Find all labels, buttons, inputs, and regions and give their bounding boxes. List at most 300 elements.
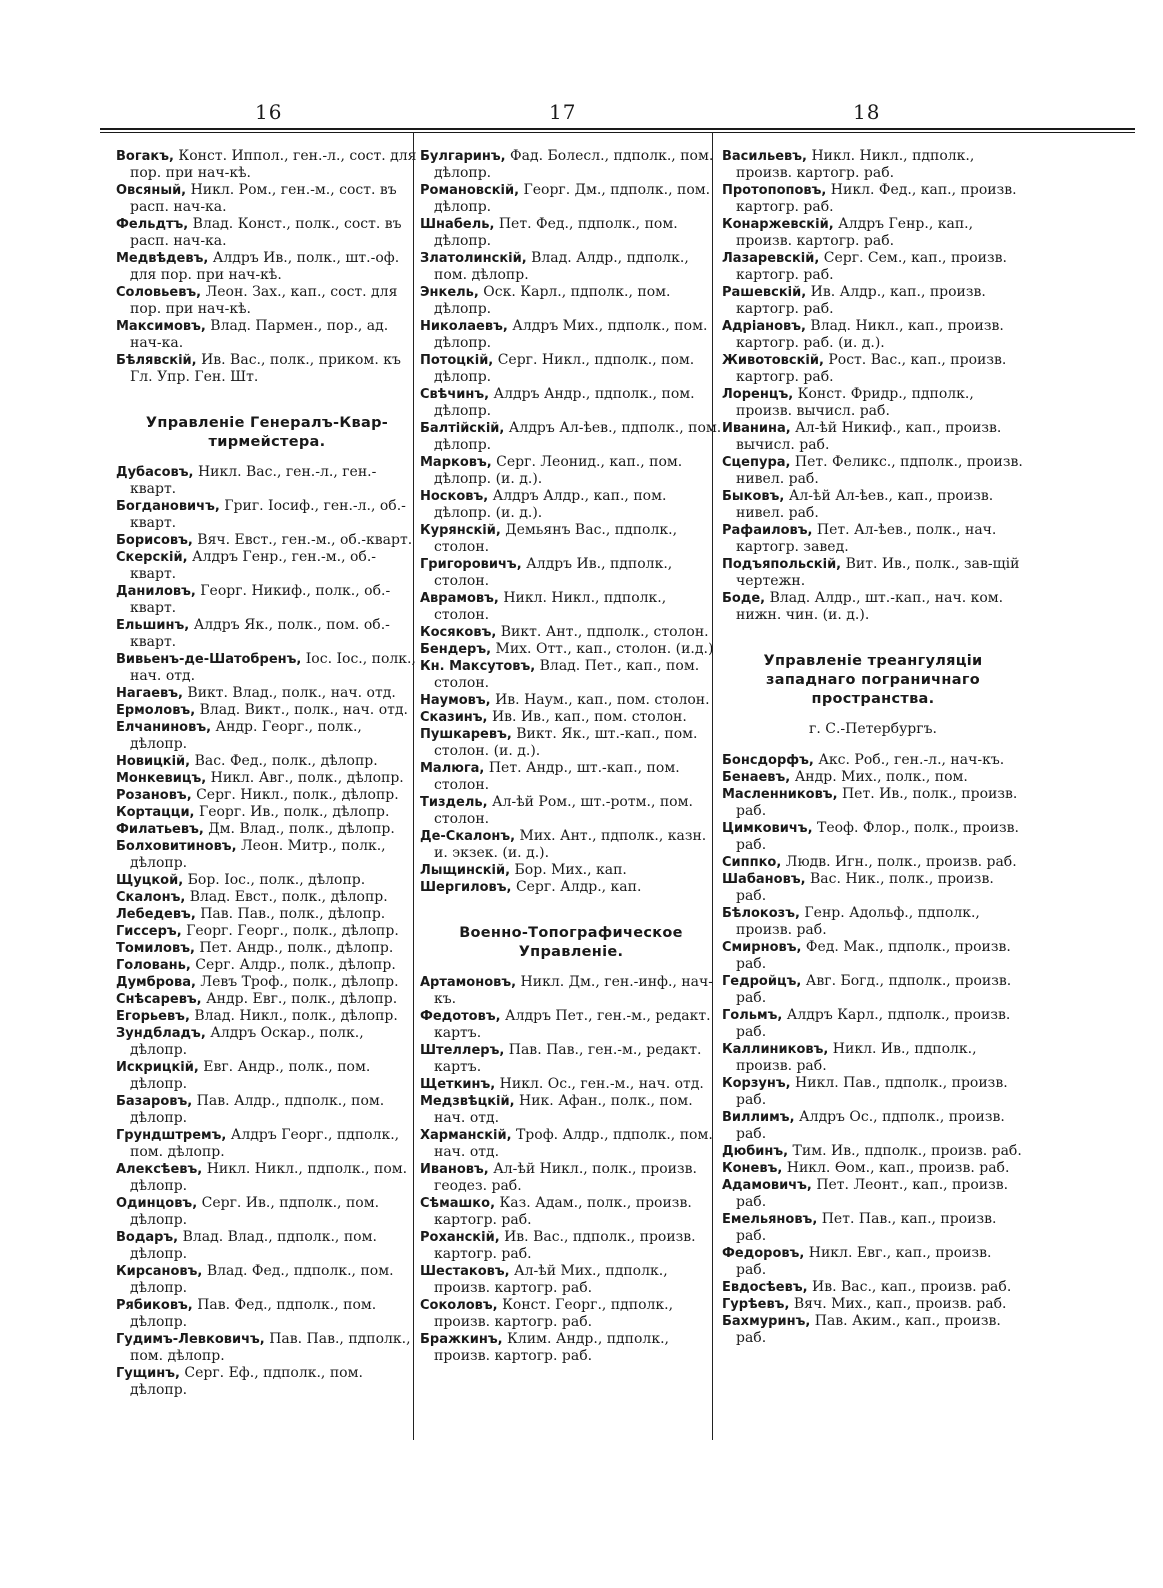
person-entry [722, 769, 1024, 786]
person-entry [420, 760, 722, 794]
entry-details: Серг. Ив., пдполк., пом. дѣлопр. [130, 1195, 380, 1228]
surname: Водаръ, [116, 1230, 179, 1245]
page-number-left: 16 [255, 100, 283, 124]
person-entry [116, 1297, 418, 1331]
surname: Марковъ, [420, 455, 492, 470]
entry-details: Влад. Влад., пдполк., пом. дѣлопр. [130, 1229, 377, 1262]
person-entry [420, 862, 722, 879]
surname: Дюбинъ, [722, 1144, 789, 1159]
surname: Медзвѣцкій, [420, 1094, 515, 1109]
surname: Свѣчинъ, [420, 387, 490, 402]
person-entry [116, 498, 418, 532]
entry-details: Генр. Адольф., пдполк., произв. раб. [736, 905, 980, 938]
entry-details: Алдръ Андр., пдполк., пом. дѣлопр. [434, 386, 695, 419]
section-heading: Управленіе Генералъ-Квар-тирмейстера. [145, 415, 389, 450]
entry-details: Никл. Ос., ген.-м., нач. отд. [499, 1076, 704, 1092]
entry-details: Демьянъ Вас., пдполк., столон. [434, 522, 678, 555]
person-entry [116, 1229, 418, 1263]
person-entry [420, 148, 722, 182]
column-page-18 [722, 148, 1024, 1347]
entry-details: Никл. Фед., кап., произв. картогр. раб. [736, 182, 1017, 215]
surname: Кирсановъ, [116, 1264, 203, 1279]
surname: Кортацци, [116, 805, 195, 820]
entry-details: Авг. Богд., пдполк., произв. раб. [736, 973, 1012, 1006]
person-entry [420, 1127, 722, 1161]
surname: Медвѣдевъ, [116, 251, 209, 266]
surname: Корзунъ, [722, 1076, 791, 1091]
entry-details: Никл. Авг., полк., дѣлопр. [210, 770, 404, 786]
entry-details: Влад. Алдр., пдполк., пом. дѣлопр. [434, 250, 689, 283]
entry-details: Троф. Алдр., пдполк., пом. нач. отд. [434, 1127, 713, 1160]
person-entry [420, 488, 722, 522]
surname: Искрицкій, [116, 1060, 199, 1075]
section-location: г. С.-Петербургъ. [809, 721, 937, 737]
person-entry [116, 872, 418, 889]
person-entry [722, 752, 1024, 769]
person-entry [722, 1296, 1024, 1313]
entry-details: Пав. Алдр., пдполк., пом. дѣлопр. [130, 1093, 385, 1126]
person-entry [116, 1263, 418, 1297]
person-entry [116, 549, 418, 583]
person-entry [116, 1008, 418, 1025]
entry-details: Викт. Ант., пдполк., столон. [500, 624, 709, 640]
entry-details: Акс. Роб., ген.-л., нач-къ. [818, 752, 1005, 768]
surname: Дубасовъ, [116, 465, 194, 480]
person-entry [722, 216, 1024, 250]
entry-details: Алдръ Георг., пдполк., пом. дѣлопр. [130, 1127, 400, 1160]
person-entry [722, 1143, 1024, 1160]
person-entry [722, 318, 1024, 352]
entry-details: Никл. Дм., ген.-инф., нач-къ. [434, 974, 714, 1007]
surname: Вивьенъ-де-Шатобренъ, [116, 652, 302, 667]
entry-details: Ив. Наум., кап., пом. столон. [495, 692, 710, 708]
surname: Федотовъ, [420, 1009, 501, 1024]
person-entry [116, 1161, 418, 1195]
entry-details: Конст. Фридр., пдполк., произв. вычисл. раб. [736, 386, 974, 419]
entry-details: Влад. Фед., пдполк., пом. дѣлопр. [130, 1263, 394, 1296]
entry-details: Іос. Іос., полк., нач. отд. [130, 651, 416, 684]
entry-details: Фад. Болесл., пдполк., пом. дѣлопр. [434, 148, 714, 181]
surname: Иванина, [722, 421, 791, 436]
page-number-middle: 17 [549, 100, 577, 124]
person-entry [116, 770, 418, 787]
entry-details: Ал-ѣй Ром., шт.-ротм., пом. столон. [434, 794, 693, 827]
entry-details: Ал-ѣй Никиф., кап., произв. вычисл. раб. [736, 420, 1002, 453]
person-entry [116, 974, 418, 991]
surname: Федоровъ, [722, 1246, 805, 1261]
entry-details: Людв. Игн., полк., произв. раб. [785, 854, 1017, 870]
person-entry [116, 318, 418, 352]
surname: Емельяновъ, [722, 1212, 818, 1227]
person-entry [722, 454, 1024, 488]
surname: Масленниковъ, [722, 787, 838, 802]
entry-details: Леон. Зах., кап., сост. для пор. при нач-кѣ. [130, 284, 398, 317]
surname: Бендеръ, [420, 642, 492, 657]
surname: Наумовъ, [420, 693, 491, 708]
surname: Подъяпольскій, [722, 557, 842, 572]
person-entry [116, 148, 418, 182]
person-entry [420, 1093, 722, 1127]
surname: Гудимъ-Левковичъ, [116, 1332, 265, 1347]
entry-details: Евг. Андр., полк., пом. дѣлопр. [130, 1059, 371, 1092]
entry-details: Ив. Вас., пдполк., произв. картогр. раб. [434, 1229, 696, 1262]
person-entry [420, 420, 722, 454]
surname: Лебедевъ, [116, 907, 196, 922]
entry-details: Дм. Влад., полк., дѣлопр. [208, 821, 395, 837]
person-entry [420, 692, 722, 709]
person-entry [722, 386, 1024, 420]
entry-details: Серг. Еф., пдполк., пом. дѣлопр. [130, 1365, 363, 1398]
surname: Гурѣевъ, [722, 1297, 790, 1312]
column-page-16 [116, 148, 418, 1399]
entry-details: Алдръ Ив., полк., шт.-оф. для пор. при нач-кѣ. [130, 250, 400, 283]
entry-details: Серг. Леонид., кап., пом. дѣлопр. (и. д.). [434, 454, 683, 487]
person-entry [722, 820, 1024, 854]
entry-details: Алдръ Генр., кап., произв. картогр. раб. [736, 216, 974, 249]
surname: Боде, [722, 591, 766, 606]
entry-details: Пет. Ив., полк., произв. раб. [736, 786, 1018, 819]
entry-details: Ал-ѣй Никл., полк., произв. геодез. раб. [434, 1161, 697, 1194]
entry-details: Влад. Пет., кап., пом. столон. [434, 658, 700, 691]
column-page-17 [420, 148, 722, 1365]
entry-details: Никл. Ив., пдполк., произв. раб. [736, 1041, 977, 1074]
surname: Алексѣевъ, [116, 1162, 203, 1177]
surname: Зундбладъ, [116, 1026, 206, 1041]
entry-details: Серг. Никл., пдполк., пом. дѣлопр. [434, 352, 695, 385]
surname: Гедройцъ, [722, 974, 802, 989]
surname: Соколовъ, [420, 1298, 498, 1313]
entry-details: Ив. Вас., полк., приком. къ Гл. Упр. Ген. Шт. [130, 352, 401, 385]
surname: Косяковъ, [420, 625, 497, 640]
surname: Ермоловъ, [116, 703, 196, 718]
entry-details: Влад. Пармен., пор., ад. нач-ка. [130, 318, 389, 351]
person-entry [722, 1211, 1024, 1245]
entry-details: Леон. Митр., полк., дѣлопр. [130, 838, 386, 871]
surname: Щуцкой, [116, 873, 184, 888]
entry-details: Георг. Ив., полк., дѣлопр. [198, 804, 390, 820]
person-entry [722, 1075, 1024, 1109]
person-entry [116, 804, 418, 821]
person-entry [420, 522, 722, 556]
entry-details: Бор. Іос., полк., дѣлопр. [187, 872, 366, 888]
person-entry [420, 1263, 722, 1297]
entry-details: Никл. Ѳом., кап., произв. раб. [786, 1160, 1010, 1176]
surname: Лыщинскій, [420, 863, 511, 878]
entry-details: Викт. Як., шт.-кап., пом. столон. (и. д.). [434, 726, 698, 759]
surname: Потоцкій, [420, 353, 494, 368]
entry-details: Серг. Алдр., полк., дѣлопр. [195, 957, 396, 973]
surname: Аврамовъ, [420, 591, 499, 606]
surname: Виллимъ, [722, 1110, 795, 1125]
surname: Бѣлявскій, [116, 353, 197, 368]
surname: Бѣлокозъ, [722, 906, 800, 921]
surname: Тиздель, [420, 795, 488, 810]
section-heading: Управленіе треангуляціи западнаго пограничнаго пространства. [763, 653, 983, 707]
person-entry [420, 974, 722, 1008]
person-entry [722, 352, 1024, 386]
entry-details: Георг. Дм., пдполк., пом. дѣлопр. [434, 182, 711, 215]
entry-details: Андр. Евг., полк., дѣлопр. [206, 991, 398, 1007]
person-entry [420, 1161, 722, 1195]
surname: Смирновъ, [722, 940, 802, 955]
entry-details: Рост. Вас., кап., произв. картогр. раб. [736, 352, 1007, 385]
entry-details: Влад. Никл., полк., дѣлопр. [194, 1008, 398, 1024]
entry-details: Пав. Пав., ген.-м., редакт. картъ. [434, 1042, 702, 1075]
person-entry [116, 1059, 418, 1093]
entry-details: Алдръ Як., полк., пом. об.-кварт. [130, 617, 390, 650]
entry-details: Влад. Викт., полк., нач. отд. [199, 702, 408, 718]
surname: Сѣмашко, [420, 1196, 496, 1211]
surname: Бахмуринъ, [722, 1314, 811, 1329]
entry-details: Ив. Алдр., кап., произв. картогр. раб. [736, 284, 986, 317]
surname: Борисовъ, [116, 533, 193, 548]
person-entry [116, 216, 418, 250]
person-entry [722, 522, 1024, 556]
entry-details: Влад. Евст., полк., дѣлопр. [189, 889, 388, 905]
entry-details: Пет. Феликс., пдполк., произв. нивел. раб. [736, 454, 1023, 487]
entry-details: Тим. Ив., пдполк., произв. раб. [792, 1143, 1022, 1159]
entry-details: Серг. Сем., кап., произв. картогр. раб. [736, 250, 1007, 283]
entry-details: Вас. Ник., полк., произв. раб. [736, 871, 994, 904]
surname: Лазаревскій, [722, 251, 820, 266]
entry-details: Ив. Ив., кап., пом. столон. [491, 709, 687, 725]
person-entry [420, 641, 722, 658]
surname: Думброва, [116, 975, 196, 990]
entry-details: Алдръ Пет., ген.-м., редакт. картъ. [434, 1008, 711, 1041]
surname: Гущинъ, [116, 1366, 180, 1381]
entry-details: Бор. Мих., кап. [514, 862, 627, 878]
person-entry [420, 556, 722, 590]
surname: Штеллеръ, [420, 1043, 505, 1058]
entry-details: Серг. Никл., полк., дѣлопр. [196, 787, 399, 803]
person-entry [722, 1313, 1024, 1347]
surname: Фельдтъ, [116, 217, 189, 232]
surname: Сказинъ, [420, 710, 488, 725]
entry-details: Оск. Карл., пдполк., пом. дѣлопр. [434, 284, 671, 317]
surname: Энкель, [420, 285, 479, 300]
surname: Быковъ, [722, 489, 785, 504]
person-entry [116, 889, 418, 906]
surname: Адріановъ, [722, 319, 806, 334]
surname: Николаевъ, [420, 319, 508, 334]
surname: Роханскій, [420, 1230, 500, 1245]
person-entry [420, 1042, 722, 1076]
entry-details: Никл. Никл., пдполк., столон. [434, 590, 667, 623]
surname: Цимковичъ, [722, 821, 813, 836]
person-entry [116, 906, 418, 923]
person-entry [722, 488, 1024, 522]
surname: Бражкинъ, [420, 1332, 503, 1347]
person-entry [722, 1245, 1024, 1279]
person-entry [116, 1127, 418, 1161]
surname: Гиссеръ, [116, 924, 182, 939]
person-entry [722, 182, 1024, 216]
person-entry [420, 216, 722, 250]
person-entry [116, 250, 418, 284]
surname: Шнабель, [420, 217, 495, 232]
entry-details: Левъ Троф., полк., дѣлопр. [200, 974, 399, 990]
entry-details: Никл. Никл., пдполк., произв. картогр. раб. [736, 148, 975, 181]
person-entry [420, 1229, 722, 1263]
surname: Харманскій, [420, 1128, 512, 1143]
entry-details: Пет. Фед., пдполк., пом. дѣлопр. [434, 216, 678, 249]
person-entry [116, 1093, 418, 1127]
entry-details: Пав. Пав., пдполк., пом. дѣлопр. [130, 1331, 411, 1364]
entry-details: Викт. Влад., полк., нач. отд. [187, 685, 396, 701]
surname: Богдановичъ, [116, 499, 220, 514]
person-entry [116, 821, 418, 838]
surname: Грундштремъ, [116, 1128, 227, 1143]
surname: Даниловъ, [116, 584, 196, 599]
surname: Балтійскій, [420, 421, 505, 436]
person-entry [420, 318, 722, 352]
surname: Скерскій, [116, 550, 188, 565]
surname: Овсяный, [116, 183, 187, 198]
person-entry [116, 991, 418, 1008]
person-entry [116, 532, 418, 549]
person-entry [116, 617, 418, 651]
entry-details: Пет. Ал-ѣев., полк., нач. картогр. завед. [736, 522, 997, 555]
page-number-right: 18 [853, 100, 881, 124]
surname: Конаржевскій, [722, 217, 834, 232]
surname: Томиловъ, [116, 941, 195, 956]
person-entry [420, 1076, 722, 1093]
entry-details: Каз. Адам., полк., произв. картогр. раб. [434, 1195, 692, 1228]
entry-details: Вас. Фед., полк., дѣлопр. [194, 753, 378, 769]
person-entry [116, 838, 418, 872]
entry-details: Фед. Мак., пдполк., произв. раб. [736, 939, 1011, 972]
person-entry [722, 854, 1024, 871]
entry-details: Никл. Никл., пдполк., пом. дѣлопр. [130, 1161, 408, 1194]
surname: Носковъ, [420, 489, 489, 504]
person-entry [116, 1025, 418, 1059]
surname: Сцепура, [722, 455, 791, 470]
entry-details: Алдръ Алдр., кап., пом. дѣлопр. (и. д.). [434, 488, 667, 521]
person-entry [722, 556, 1024, 590]
person-entry [722, 420, 1024, 454]
surname: Артамоновъ, [420, 975, 517, 990]
person-entry [420, 250, 722, 284]
entry-details: Алдръ Мих., пдполк., пом. дѣлопр. [434, 318, 708, 351]
surname: Коневъ, [722, 1161, 783, 1176]
surname: Курянскій, [420, 523, 501, 538]
person-entry [420, 624, 722, 641]
person-entry [116, 583, 418, 617]
surname: Шергиловъ, [420, 880, 512, 895]
surname: Каллиниковъ, [722, 1042, 829, 1057]
surname: Филатьевъ, [116, 822, 204, 837]
person-entry [116, 1331, 418, 1365]
surname: Скалонъ, [116, 890, 186, 905]
entry-details: Ал-ѣй Ал-ѣев., кап., произв. нивел. раб. [736, 488, 994, 521]
person-entry [722, 590, 1024, 624]
person-entry [116, 464, 418, 498]
person-entry [420, 386, 722, 420]
entry-details: Андр. Мих., полк., пом. [794, 769, 968, 785]
surname: Шестаковъ, [420, 1264, 510, 1279]
surname: Златолинскій, [420, 251, 527, 266]
person-entry [722, 1007, 1024, 1041]
entry-details: Пет. Андр., полк., дѣлопр. [199, 940, 394, 956]
entry-details: Андр. Георг., полк., дѣлопр. [130, 719, 362, 752]
person-entry [116, 1365, 418, 1399]
surname: Бонсдорфъ, [722, 753, 814, 768]
person-entry [116, 702, 418, 719]
surname: Бенаевъ, [722, 770, 791, 785]
entry-details: Никл. Вас., ген.-л., ген.-кварт. [130, 464, 377, 497]
surname: Головань, [116, 958, 191, 973]
surname: Новицкій, [116, 754, 191, 769]
person-entry [722, 871, 1024, 905]
entry-details: Вяч. Евст., ген.-м., об.-кварт. [197, 532, 413, 548]
surname: Протопоповъ, [722, 183, 827, 198]
person-entry [420, 284, 722, 318]
entry-details: Ник. Афан., полк., пом. нач. отд. [434, 1093, 693, 1126]
entry-details: Мих. Отт., кап., столон. (и.д.) [495, 641, 714, 657]
person-entry [420, 352, 722, 386]
surname: Елчаниновъ, [116, 720, 212, 735]
person-entry [116, 284, 418, 318]
surname: Монкевицъ, [116, 771, 207, 786]
surname: Животовскій, [722, 353, 824, 368]
entry-details: Пет. Андр., шт.-кап., пом. столон. [434, 760, 680, 793]
person-entry [722, 1109, 1024, 1143]
person-entry [722, 786, 1024, 820]
person-entry [116, 957, 418, 974]
entry-details: Никл. Пав., пдполк., произв. раб. [736, 1075, 1008, 1108]
entry-details: Алдръ Карл., пдполк., произв. раб. [736, 1007, 1011, 1040]
person-entry [420, 709, 722, 726]
surname: Егорьевъ, [116, 1009, 190, 1024]
surname: Ивановъ, [420, 1162, 489, 1177]
surname: Романовскій, [420, 183, 520, 198]
entry-details: Влад. Алдр., шт.-кап., нач. ком. нижн. чин. (и. д.). [736, 590, 1004, 623]
surname: Сиппко, [722, 855, 782, 870]
person-entry [116, 1195, 418, 1229]
entry-details: Никл. Евг., кап., произв. раб. [736, 1245, 992, 1278]
section-heading: Военно-Топографическое Управленіе. [459, 925, 683, 960]
person-entry [420, 454, 722, 488]
person-entry [722, 1041, 1024, 1075]
entry-details: Пет. Леонт., кап., произв. раб. [736, 1177, 1009, 1210]
person-entry [420, 828, 722, 862]
person-entry [116, 787, 418, 804]
person-entry [420, 1195, 722, 1229]
surname: Нагаевъ, [116, 686, 183, 701]
person-entry [722, 284, 1024, 318]
surname: Ельшинъ, [116, 618, 190, 633]
person-entry [420, 182, 722, 216]
person-entry [420, 658, 722, 692]
person-entry [116, 651, 418, 685]
surname: Вогакъ, [116, 149, 174, 164]
surname: Васильевъ, [722, 149, 807, 164]
surname: Григоровичъ, [420, 557, 522, 572]
surname: Максимовъ, [116, 319, 206, 334]
header-rule-thin [100, 132, 1135, 133]
entry-details: Вит. Ив., полк., зав-щій чертежн. [736, 556, 1020, 589]
surname: Булгаринъ, [420, 149, 506, 164]
person-entry [116, 753, 418, 770]
entry-details: Алдръ Оскар., полк., дѣлопр. [130, 1025, 364, 1058]
person-entry [420, 794, 722, 828]
entry-details: Георг. Никиф., полк., об.-кварт. [130, 583, 391, 616]
entry-details: Клим. Андр., пдполк., произв. картогр. раб. [434, 1331, 669, 1364]
person-entry [722, 905, 1024, 939]
entry-details: Алдръ Ал-ѣев., пдполк., пом. дѣлопр. [434, 420, 722, 453]
surname: Рябиковъ, [116, 1298, 193, 1313]
surname: Одинцовъ, [116, 1196, 198, 1211]
